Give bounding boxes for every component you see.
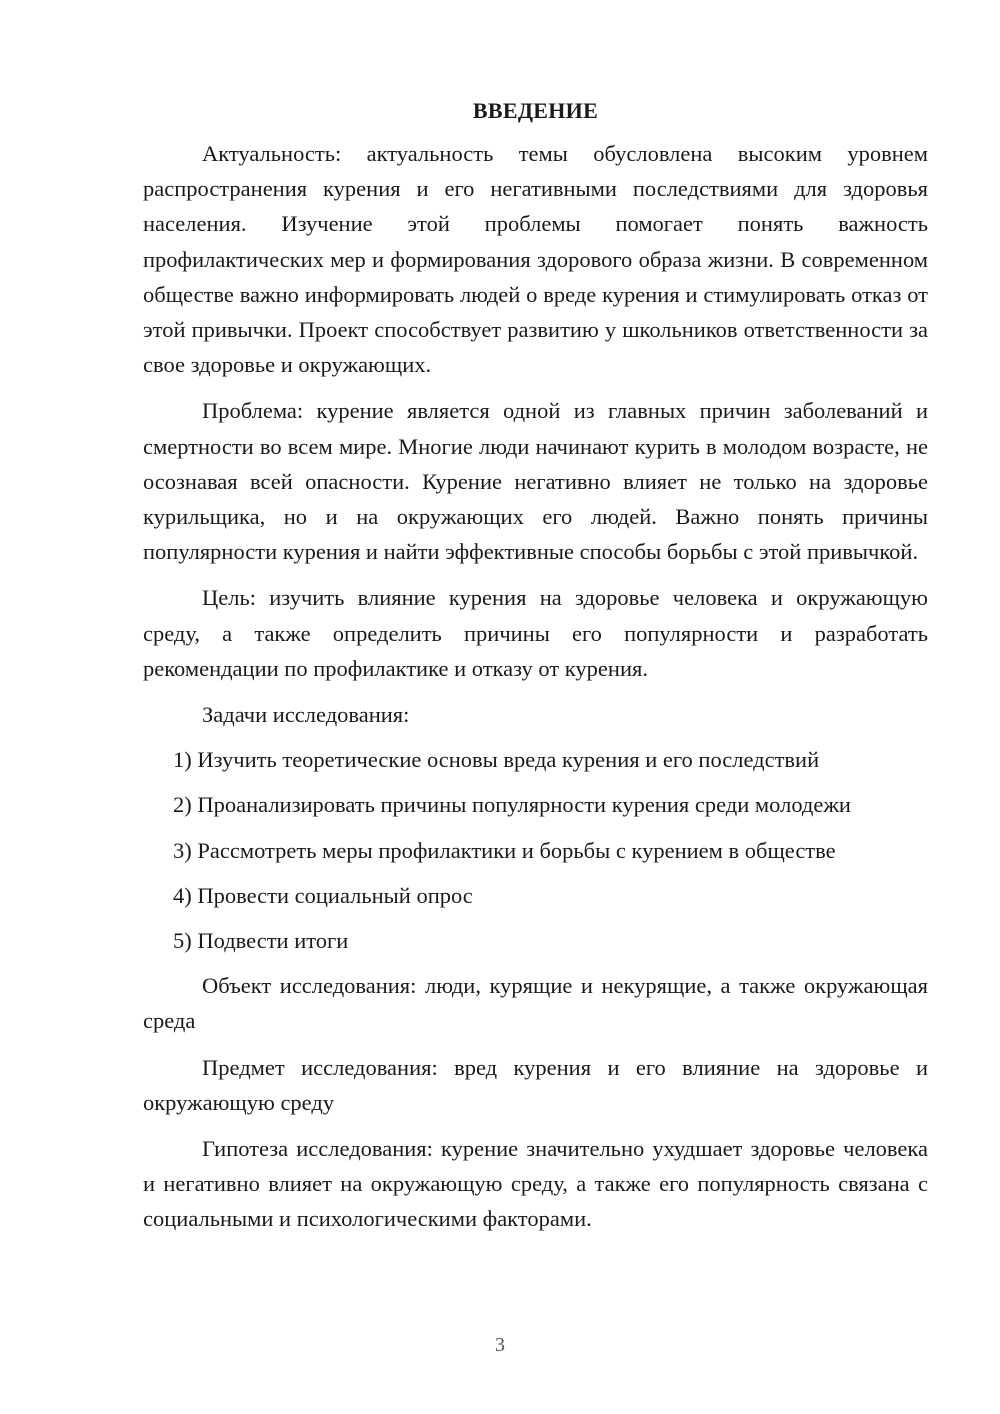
page-content [143,96,928,1248]
task-item-1: 1) Изучить теоретические основы вреда курения и его последствий [173,747,820,773]
task-item-5: 5) Подвести итоги [173,928,349,954]
task-item-2: 2) Проанализировать причины популярности курения среди молодежи [173,792,851,818]
paragraph-relevance: Актуальность: актуальность темы обусловлена высоким уровнем распространения курения и его негативными последствиями для здоровья населения. Изучение этой проблемы помогает понять важность профилактических мер и формирования здорового образа жизни. В современном обществе важно информировать людей о вреде курения и стимулировать отказ от этой привычки. Проект способствует развитию у школьников ответственности за свое здоровье и окружающих. [143,141,928,378]
tasks-heading: Задачи исследования: [202,702,410,728]
paragraph-subject: Предмет исследования: вред курения и его влияние на здоровье и окружающую среду [143,1054,928,1115]
task-item-4: 4) Провести социальный опрос [173,882,473,908]
task-item-3: 3) Рассмотреть меры профилактики и борьбы с курением в обществе [173,837,836,863]
paragraph-object: Объект исследования: люди, курящие и некурящие, а также окружающая среда [143,973,928,1034]
paragraph-goal: Цель: изучить влияние курения на здоровье человека и окружающую среду, а также определить причины его популярности и разработать рекомендации по профилактике и отказу от курения. [143,585,928,681]
page-number: 3 [495,1334,505,1356]
paragraph-problem: Проблема: курение является одной из главных причин заболеваний и смертности во всем мире. Многие люди начинают курить в молодом возрасте, не осознавая всей опасности. Курение негативно влияет не только на здоровье курильщика, но и на окружающих его людей. Важно понять причины популярности курения и найти эффективные способы борьбы с этой привычкой. [143,398,928,565]
section-title: ВВЕДЕНИЕ [472,98,599,123]
paragraph-hypothesis: Гипотеза исследования: курение значительно ухудшает здоровье человека и негативно влияет на окружающую среду, а также его популярность связана с социальными и психологическими факторами. [143,1136,928,1232]
task-list [143,742,928,958]
